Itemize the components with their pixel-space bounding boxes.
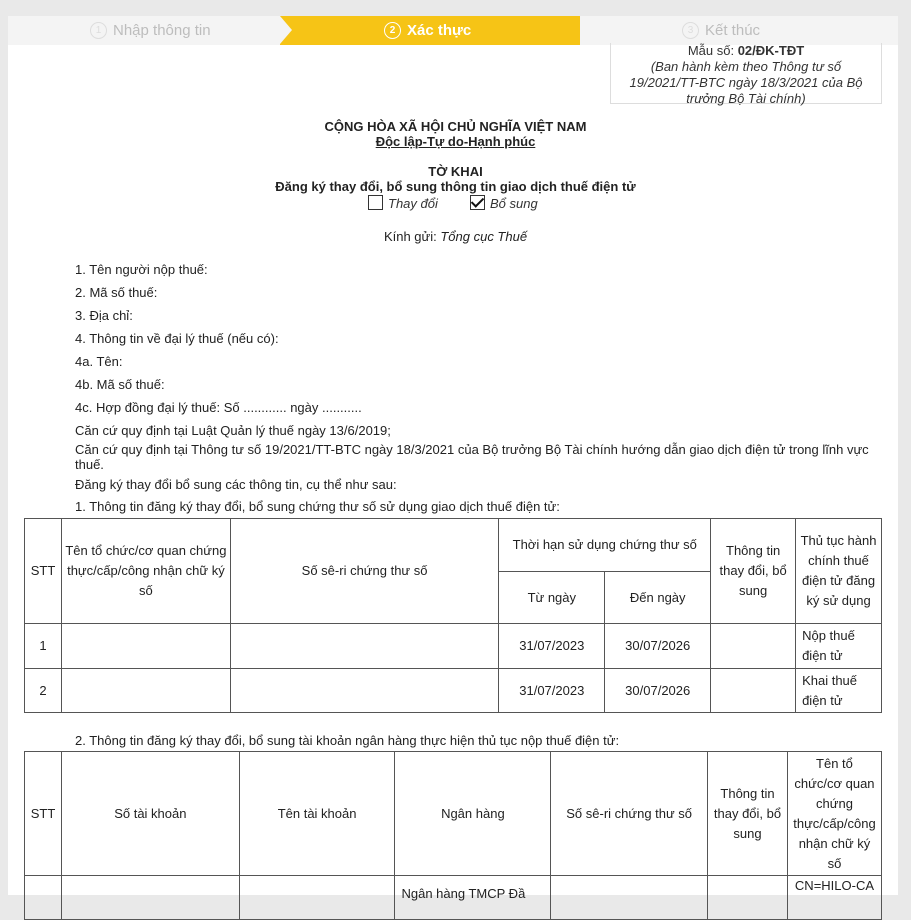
- document-title: TỜ KHAI: [428, 164, 483, 179]
- cell-to-date: 30/07/2026: [605, 624, 711, 669]
- form-code: 02/ĐK-TĐT: [737, 43, 805, 58]
- cell-stt: 1: [25, 624, 62, 669]
- step-number-2: 2: [384, 22, 401, 39]
- cell-bank: Ngân hàng TMCP Đầ: [395, 876, 551, 920]
- registration-intro: Đăng ký thay đổi bổ sung các thông tin, cụ thể như sau:: [75, 477, 397, 492]
- cell-procedure: Nộp thuế điện tử: [796, 624, 882, 669]
- tax-code-field: 2. Mã số thuế:: [75, 285, 158, 300]
- table-row: [25, 624, 882, 669]
- step-finish[interactable]: [580, 16, 898, 45]
- cell-to-date: 30/07/2026: [605, 669, 711, 713]
- cell-account-number: [61, 876, 239, 920]
- step-input-info[interactable]: [8, 16, 280, 45]
- table-row: [25, 669, 882, 713]
- cell-serial: [551, 876, 708, 920]
- address-field: 3. Địa chỉ:: [75, 308, 133, 323]
- legal-basis-2: Căn cứ quy định tại Thông tư số 19/2021/TT-BTC ngày 18/3/2021 của Bộ trưởng Bộ Tài chính hướng dẫn giao dịch điện tử trong lĩnh vực thuế.: [75, 442, 869, 472]
- cell-stt: [25, 876, 62, 920]
- section2-title: 2. Thông tin đăng ký thay đổi, bổ sung tài khoản ngân hàng thực hiện thủ tục nộp thuế điện tử:: [75, 733, 620, 748]
- agent-tax-code-field: 4b. Mã số thuế:: [75, 377, 165, 392]
- add-checkbox-label: Bổ sung: [490, 196, 538, 211]
- cell-org: [61, 669, 230, 713]
- step-label-2: Xác thực: [407, 22, 472, 39]
- document-subtitle: Đăng ký thay đổi, bổ sung thông tin giao dịch thuế điện tử: [275, 179, 636, 194]
- legal-basis-1: Căn cứ quy định tại Luật Quản lý thuế ngày 13/6/2019;: [75, 423, 391, 438]
- cell-cert-org: CN=HILO-CA: [787, 876, 881, 920]
- header-account-name: Tên tài khoản: [239, 752, 395, 876]
- form-code-box: [610, 43, 882, 104]
- change-option[interactable]: [368, 195, 438, 213]
- agent-name-field: 4a. Tên:: [75, 354, 123, 369]
- cell-stt: 2: [25, 669, 62, 713]
- cell-serial: [230, 669, 499, 713]
- header-validity: Thời hạn sử dụng chứng thư số: [499, 519, 711, 572]
- cell-procedure: Khai thuế điện tử: [796, 669, 882, 713]
- certificate-table: [24, 518, 882, 713]
- header-cert-org: Tên tổ chức/cơ quan chứng thực/cấp/công nhận chữ ký số: [787, 752, 881, 876]
- recipient-label: Kính gửi:: [383, 229, 441, 244]
- step-number-3: 3: [682, 22, 699, 39]
- country-title: CỘNG HÒA XÃ HỘI CHỦ NGHĨA VIỆT NAM: [324, 119, 587, 134]
- step-verify[interactable]: [280, 16, 580, 45]
- add-checkbox[interactable]: [470, 195, 485, 210]
- header-stt: STT: [25, 519, 62, 624]
- cell-change: [711, 624, 796, 669]
- cell-account-name: [239, 876, 395, 920]
- agent-info-field: 4. Thông tin về đại lý thuế (nếu có):: [75, 331, 279, 346]
- change-checkbox[interactable]: [368, 195, 383, 210]
- step-number-1: 1: [90, 22, 107, 39]
- header-to-date: Đến ngày: [605, 572, 711, 624]
- cell-change: [711, 669, 796, 713]
- form-code-label: Mẫu số:: [687, 43, 738, 58]
- cell-from-date: 31/07/2023: [499, 669, 605, 713]
- cell-org: [61, 624, 230, 669]
- header-from-date: Từ ngày: [499, 572, 605, 624]
- table-row: [25, 876, 882, 920]
- cell-from-date: 31/07/2023: [499, 624, 605, 669]
- header-account-number: Số tài khoản: [61, 752, 239, 876]
- header-change-info: Thông tin thay đổi, bổ sung: [711, 519, 796, 624]
- header-cert-org: Tên tổ chức/cơ quan chứng thực/cấp/công nhận chữ ký số: [61, 519, 230, 624]
- wizard-steps: [8, 16, 898, 45]
- cell-serial: [230, 624, 499, 669]
- header-cert-serial: Số sê-ri chứng thư số: [551, 752, 708, 876]
- header-procedure: Thủ tục hành chính thuế điện tử đăng ký sử dụng: [796, 519, 882, 624]
- agent-contract-field: 4c. Hợp đồng đại lý thuế: Số ............ ngày ...........: [75, 400, 362, 415]
- step-label-3: Kết thúc: [705, 22, 761, 39]
- recipient-value: Tổng cục Thuế: [440, 229, 528, 244]
- header-bank: Ngân hàng: [395, 752, 551, 876]
- header-cert-serial: Số sê-ri chứng thư số: [230, 519, 499, 624]
- header-change-info: Thông tin thay đổi, bổ sung: [708, 752, 788, 876]
- recipient-line: [0, 229, 911, 244]
- step-label-1: Nhập thông tin: [113, 22, 211, 39]
- header-stt: STT: [25, 752, 62, 876]
- taxpayer-name-field: 1. Tên người nộp thuế:: [75, 262, 208, 277]
- motto: Độc lập-Tự do-Hạnh phúc: [375, 134, 536, 149]
- change-checkbox-label: Thay đổi: [388, 196, 438, 211]
- form-code-note: (Ban hành kèm theo Thông tư số 19/2021/TT-BTC ngày 18/3/2021 của Bộ trưởng Bộ Tài chính): [629, 59, 863, 106]
- section1-title: 1. Thông tin đăng ký thay đổi, bổ sung chứng thư số sử dụng giao dịch thuế điện tử:: [75, 499, 560, 514]
- add-option[interactable]: [470, 195, 538, 213]
- cell-change: [708, 876, 788, 920]
